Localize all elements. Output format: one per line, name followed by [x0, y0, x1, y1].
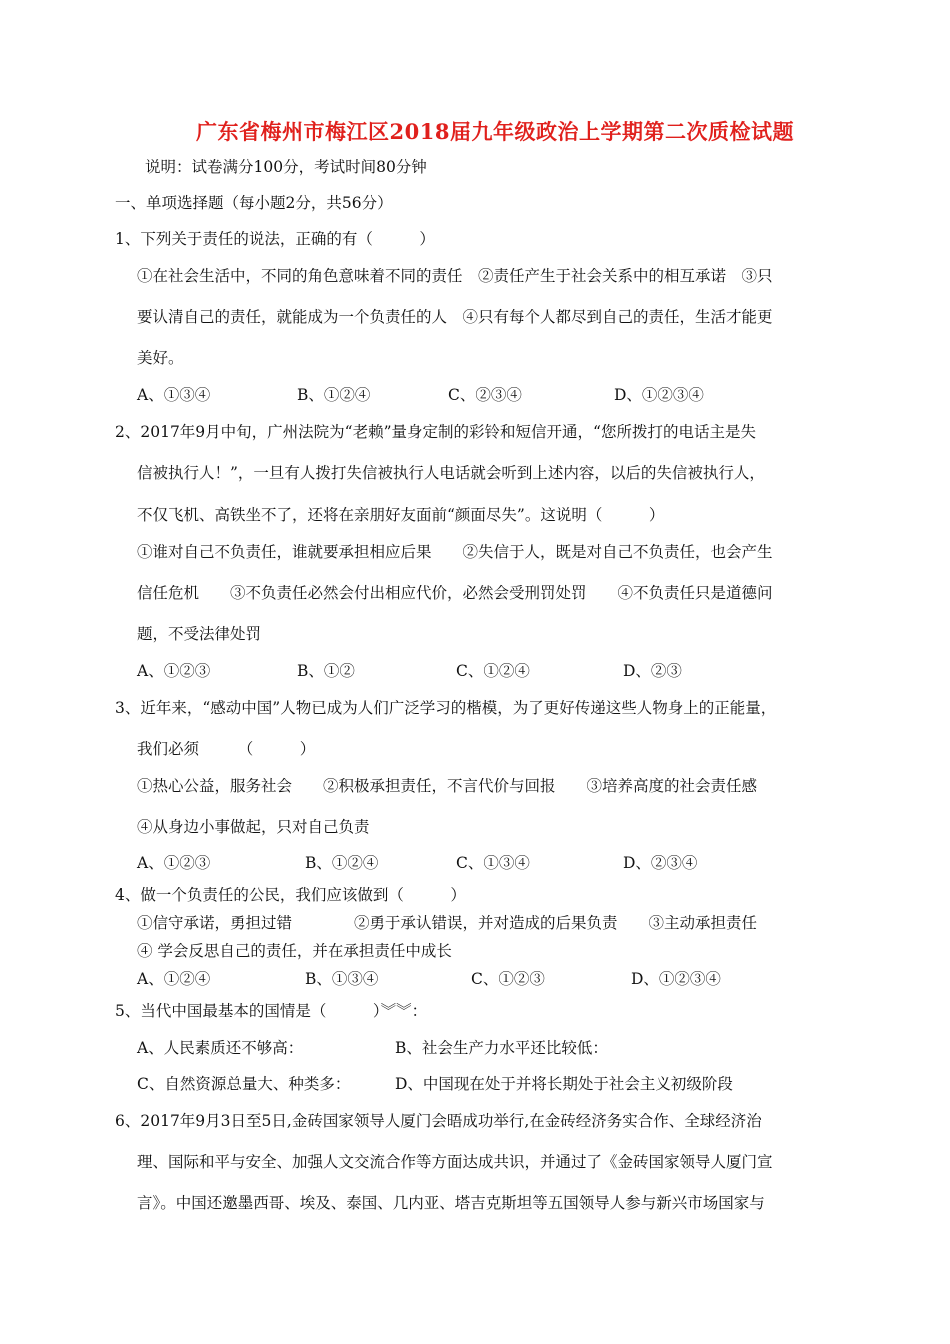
q4-line: ①信守承诺，勇担过错 ②勇于承认错误，并对造成的后果负责 ③主动承担责任 [137, 914, 758, 932]
q1-option-c: C、②③④ [448, 386, 522, 404]
q2-line: 题，不受法律处罚 [137, 625, 262, 643]
exam-note: 说明：试卷满分100分，考试时间80分钟 [145, 158, 427, 176]
q1-option-a: A、①③④ [137, 386, 211, 404]
exam-title: 广东省梅州市梅江区2018届九年级政治上学期第二次质检试题 [196, 119, 794, 144]
q6-line: 理、国际和平与安全、加强人文交流合作等方面达成共识，并通过了《金砖国家领导人厦门宣 [137, 1153, 773, 1171]
q2-option-a: A、①②③ [137, 662, 211, 680]
q4-option-a: A、①②④ [137, 970, 211, 988]
q6-line: 6、2017年9月3日至5日,金砖国家领导人厦门会晤成功举行,在金砖经济务实合作、全球经济治 [115, 1112, 762, 1130]
q2-option-b: B、①② [297, 662, 355, 680]
q5-stem: 5、当代中国最基本的国情是（ ）︾︾： [115, 1002, 428, 1020]
q5-option-c: C、自然资源总量大、种类多： [137, 1075, 351, 1093]
q1-stem: 1、下列关于责任的说法，正确的有（ ） [115, 230, 435, 248]
q3-option-c: C、①③④ [456, 854, 530, 872]
q1-line: ①在社会生活中，不同的角色意味着不同的责任 ②责任产生于社会关系中的相互承诺 ③只 [137, 267, 773, 285]
q3-option-d: D、②③④ [623, 854, 698, 872]
q1-option-d: D、①②③④ [614, 386, 704, 404]
q3-line: 我们必须 （ ） [137, 740, 316, 758]
q2-line: 信被执行人！”，一旦有人拨打失信被执行人电话就会听到上述内容，以后的失信被执行人， [137, 464, 765, 482]
q1-line: 美好。 [137, 349, 184, 367]
q3-option-b: B、①②④ [305, 854, 379, 872]
q6-line: 言》。中国还邀墨西哥、埃及、泰国、几内亚、塔吉克斯坦等五国领导人参与新兴市场国家与 [137, 1194, 765, 1212]
q3-line: ①热心公益，服务社会 ②积极承担责任，不言代价与回报 ③培养高度的社会责任感 [137, 777, 758, 795]
q1-line: 要认清自己的责任，就能成为一个负责任的人 ④只有每个人都尽到自己的责任，生活才能更 [137, 308, 773, 326]
q2-line: ①谁对自己不负责任，谁就要承担相应后果 ②失信于人，既是对自己不负责任，也会产生 [137, 543, 773, 561]
q4-stem: 4、做一个负责任的公民，我们应该做到（ ） [115, 886, 466, 904]
q1-option-b: B、①②④ [297, 386, 371, 404]
section-heading: 一、单项选择题（每小题2分，共56分） [115, 194, 393, 212]
q5-option-a: A、人民素质还不够高： [137, 1039, 304, 1057]
q4-option-c: C、①②③ [471, 970, 545, 988]
q5-option-b: B、社会生产力水平还比较低： [395, 1039, 608, 1057]
q4-option-d: D、①②③④ [631, 970, 721, 988]
q4-line: ④ 学会反思自己的责任，并在承担责任中成长 [137, 942, 452, 960]
q2-line: 不仅飞机、高铁坐不了，还将在亲朋好友面前“颜面尽失”。这说明（ ） [137, 506, 665, 524]
q2-option-d: D、②③ [623, 662, 682, 680]
q4-option-b: B、①③④ [305, 970, 379, 988]
q3-line: 3、近年来，“感动中国”人物已成为人们广泛学习的楷模，为了更好传递这些人物身上的正能量， [115, 699, 777, 717]
q2-line: 2、2017年9月中旬，广州法院为“老赖”量身定制的彩铃和短信开通，“您所拨打的电话主是失 [115, 423, 756, 441]
q3-option-a: A、①②③ [137, 854, 211, 872]
q5-option-d: D、中国现在处于并将长期处于社会主义初级阶段 [395, 1075, 733, 1093]
q2-option-c: C、①②④ [456, 662, 530, 680]
q3-line: ④从身边小事做起，只对自己负责 [137, 818, 370, 836]
q2-line: 信任危机 ③不负责任必然会付出相应代价，必然会受刑罚处罚 ④不负责任只是道德问 [137, 584, 773, 602]
